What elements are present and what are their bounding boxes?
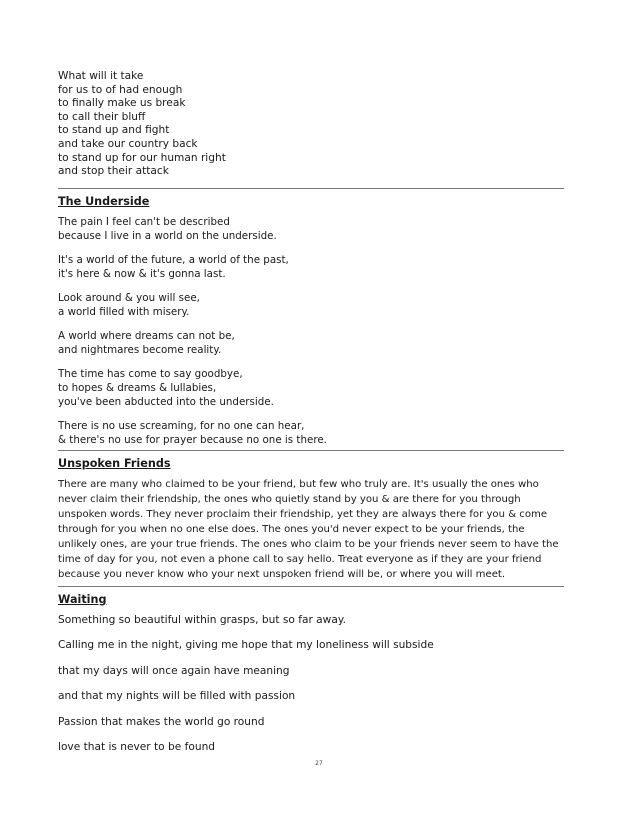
poem-line: to hopes & dreams & lullabies, — [58, 381, 217, 394]
section-title-waiting: Waiting — [58, 592, 107, 606]
poem-line: to stand up for our human right — [58, 151, 226, 164]
poem-line: to finally make us break — [58, 97, 186, 110]
poem-line: love that is never to be found — [58, 741, 216, 754]
poem-line: What will it take — [58, 70, 144, 82]
section-title-underside: The Underside — [58, 194, 150, 208]
poem-line: to stand up and fight — [58, 124, 170, 137]
poem-line: a world filled with misery. — [58, 305, 190, 318]
poem-line: The pain I feel can't be described — [58, 215, 230, 228]
stanza — [58, 215, 578, 243]
poem-line: A world where dreams can not be, — [58, 329, 235, 342]
intro-poem — [58, 70, 578, 179]
poem-line: It's a world of the future, a world of the past, — [58, 253, 289, 266]
poem-line: because I live in a world on the underside. — [58, 229, 277, 242]
poem-line: it's here & now & it's gonna last. — [58, 267, 226, 280]
poem-line: and take our country back — [58, 137, 198, 150]
section-divider — [58, 179, 564, 189]
section-divider — [58, 447, 564, 451]
poem-line: Look around & you will see, — [58, 291, 200, 304]
poem-line: Calling me in the night, giving me hope that my loneliness will subside — [58, 639, 434, 652]
poem-line: and nightmares become reality. — [58, 343, 222, 356]
poem-line: There is no use screaming, for no one can hear, — [58, 419, 305, 432]
poem-line: for us to of had enough — [58, 83, 183, 96]
poem-line: The time has come to say goodbye, — [58, 367, 243, 380]
stanza — [58, 253, 578, 281]
poem-line: you've been abducted into the underside. — [58, 395, 274, 408]
poem-line: that my days will once again have meaning — [58, 664, 290, 677]
section-divider — [58, 582, 564, 587]
page-number: 27 — [315, 760, 323, 767]
page-content — [58, 70, 578, 766]
unspoken-friends-paragraph: There are many who claimed to be your friend, but few who truly are. It's usually the ones who never claim their friendship, the ones who quietly stand by you & are there for you through unspoken words. They never proclaim their friendship, yet they are always there for you & come through for you when no one else does. The ones you'd never expect to be your friends, the unlikely ones, are your true friends. The ones who claim to be your friends never seem to have the time of day for you, not even a phone call to say hello. Treat everyone as if they are your friend because you never know who your next unspoken friend will be, or where you will meet. — [58, 478, 559, 580]
stanza — [58, 367, 578, 409]
stanza — [58, 291, 578, 319]
poem-line: & there's no use for prayer because no one is there. — [58, 433, 327, 446]
poem-line: Passion that makes the world go round — [58, 715, 265, 728]
poem-line: to call their bluff — [58, 110, 146, 123]
stanza — [58, 419, 578, 447]
poem-line: Something so beautiful within grasps, but so far away. — [58, 613, 346, 626]
underside-poem — [58, 215, 578, 447]
stanza — [58, 329, 578, 357]
waiting-poem — [58, 613, 578, 755]
poem-line: and that my nights will be filled with passion — [58, 690, 296, 703]
poem-line: and stop their attack — [58, 165, 169, 178]
section-title-unspoken-friends: Unspoken Friends — [58, 456, 171, 470]
